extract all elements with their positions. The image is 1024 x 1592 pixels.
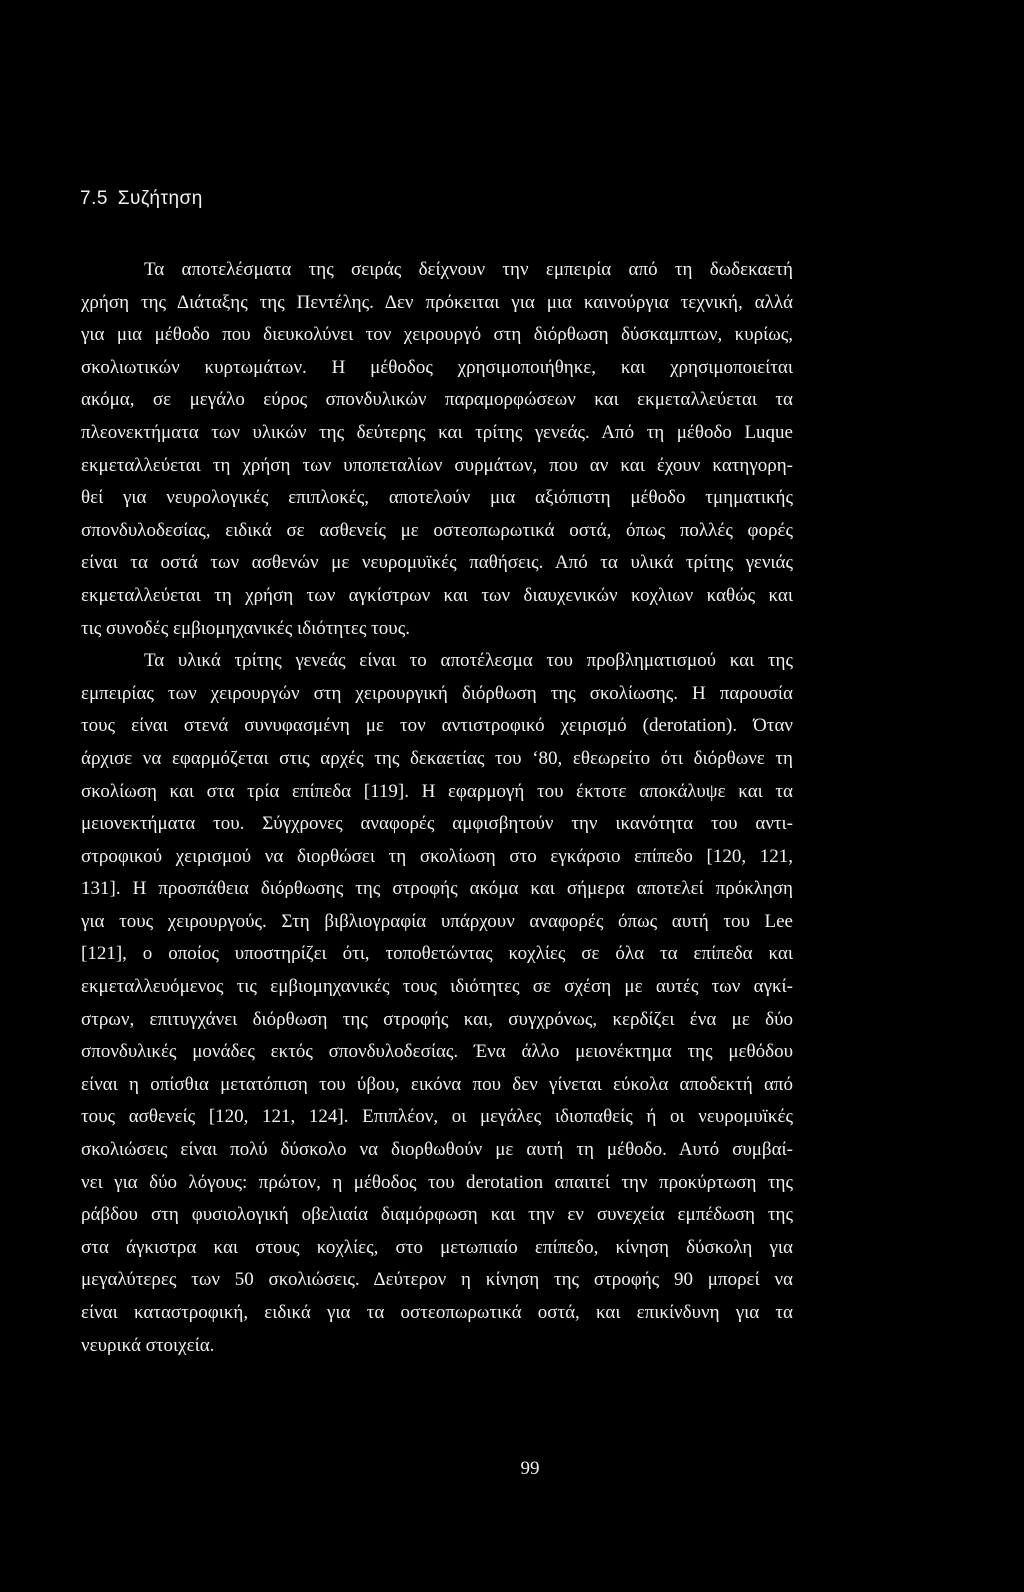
text-line: στρων, επιτυγχάνει διόρθωση της στροφής και, συγχρόνως, κερδίζει ένα με δύο (81, 1008, 793, 1030)
section-title: Συζήτηση (117, 188, 203, 209)
text-line: νει για δύο λόγους: πρώτον, η μέθοδος του derotation απαιτεί την προκύρτωση της (81, 1171, 793, 1193)
text-line: εμπειρίας των χειρουργών στη χειρουργική διόρθωση της σκολίωσης. Η παρουσία (81, 682, 793, 704)
section-heading (80, 188, 203, 210)
text-line: μεγαλύτερες των 50 σκολιώσεις. Δεύτερον η κίνηση της στροφής 90 μπορεί να (81, 1269, 793, 1291)
text-line: στροφικού χειρισμού να διορθώσει τη σκολίωση στο εγκάρσιο επίπεδο [120, 121, (81, 845, 793, 867)
text-line: Τα υλικά τρίτης γενεάς είναι το αποτέλεσμα του προβληματισμού και της (144, 650, 793, 672)
text-line: τις συνοδές εμβιομηχανικές ιδιότητες τους. (81, 617, 410, 639)
section-number: 7.5 (80, 188, 108, 209)
text-line: νευρικά στοιχεία. (81, 1334, 215, 1356)
text-line: εκμεταλλεύεται τη χρήση των αγκίστρων και των διαυχενικών κοχλιων καθώς και (81, 584, 793, 606)
text-line: είναι καταστροφική, ειδικά για τα οστεοπωρωτικά οστά, και επικίνδυνη για τα (81, 1302, 793, 1323)
text-line: τους είναι στενά συνυφασμένη με τον αντιστροφικό χειρισμό (derotation). Όταν (81, 715, 793, 737)
text-line: για μια μέθοδο που διευκολύνει τον χειρουργό στη διόρθωση δύσκαμπτων, κυρίως, (81, 324, 793, 346)
text-line: σπονδυλικές μονάδες εκτός σπονδυλοδεσίας. Ένα άλλο μειονέκτημα της μεθόδου (81, 1041, 793, 1063)
text-line: για τους χειρουργούς. Στη βιβλιογραφία υπάρχουν αναφορές όπως αυτή του Lee (81, 910, 793, 932)
page-number: 99 (520, 1458, 540, 1479)
body-text (81, 254, 793, 1362)
text-line: σκολιώσεις είναι πολύ δύσκολο να διορθωθούν με αυτή τη μέθοδο. Αυτό συμβαί- (81, 1139, 793, 1161)
text-line: τους ασθενείς [120, 121, 124]. Επιπλέον, οι μεγάλες ιδιοπαθείς ή οι νευρομυϊκές (81, 1106, 793, 1128)
text-line: ακόμα, σε μεγάλο εύρος σπονδυλικών παραμορφώσεων και εκμεταλλεύεται τα (81, 389, 793, 411)
text-line: είναι τα οστά των ασθενών με νευρομυϊκές παθήσεις. Από τα υλικά τρίτης γενιάς (81, 552, 793, 574)
text-line: θεί για νευρολογικές επιπλοκές, αποτελούν μια αξιόπιστη μέθοδο τμηματικής (81, 487, 793, 509)
text-line: πλεονεκτήματα των υλικών της δεύτερης και τρίτης γενεάς. Από τη μέθοδο Luque (81, 421, 793, 443)
text-line: 131]. Η προσπάθεια διόρθωσης της στροφής ακόμα και σήμερα αποτελεί πρόκληση (81, 878, 793, 900)
text-line: σπονδυλοδεσίας, ειδικά σε ασθενείς με οστεοπωρωτικά οστά, όπως πολλές φορές (81, 519, 793, 541)
text-line: είναι η οπίσθια μετατόπιση του ύβου, εικόνα που δεν γίνεται εύκολα αποδεκτή από (81, 1073, 793, 1095)
text-line: σκολίωση και στα τρία επίπεδα [119]. Η εφαρμογή του έκτοτε αποκάλυψε και τα (81, 780, 793, 802)
text-line: [121], ο οποίος υποστηρίζει ότι, τοποθετώντας κοχλίες σε όλα τα επίπεδα και (81, 943, 793, 965)
text-line: σκολιωτικών κυρτωμάτων. Η μέθοδος χρησιμοποιήθηκε, και χρησιμοποιείται (81, 356, 793, 378)
text-line: άρχισε να εφαρμόζεται στις αρχές της δεκαετίας του ‘80, εθεωρείτο ότι διόρθωνε τη (81, 747, 793, 769)
text-line: μειονεκτήματα του. Σύγχρονες αναφορές αμφισβητούν την ικανότητα του αντι- (81, 813, 793, 835)
text-line: εκμεταλλεύεται τη χρήση των υποπεταλίων συρμάτων, που αν και έχουν κατηγορη- (81, 454, 793, 476)
text-line: ράβδου στη φυσιολογική οβελιαία διαμόρφωση και την εν συνεχεία εμπέδωση της (81, 1204, 793, 1226)
text-line: στα άγκιστρα και στους κοχλίες, στο μετωπιαίο επίπεδο, κίνηση δύσκολη για (81, 1236, 793, 1258)
text-line: Τα αποτελέσματα της σειράς δείχνουν την εμπειρία από τη δωδεκαετή (144, 259, 793, 280)
text-line: χρήση της Διάταξης της Πεντέλης. Δεν πρόκειται για μια καινούργια τεχνική, αλλά (81, 291, 793, 313)
text-line: εκμεταλλευόμενος τις εμβιομηχανικές τους ιδιότητες σε σχέση με αυτές των αγκί- (81, 976, 793, 998)
